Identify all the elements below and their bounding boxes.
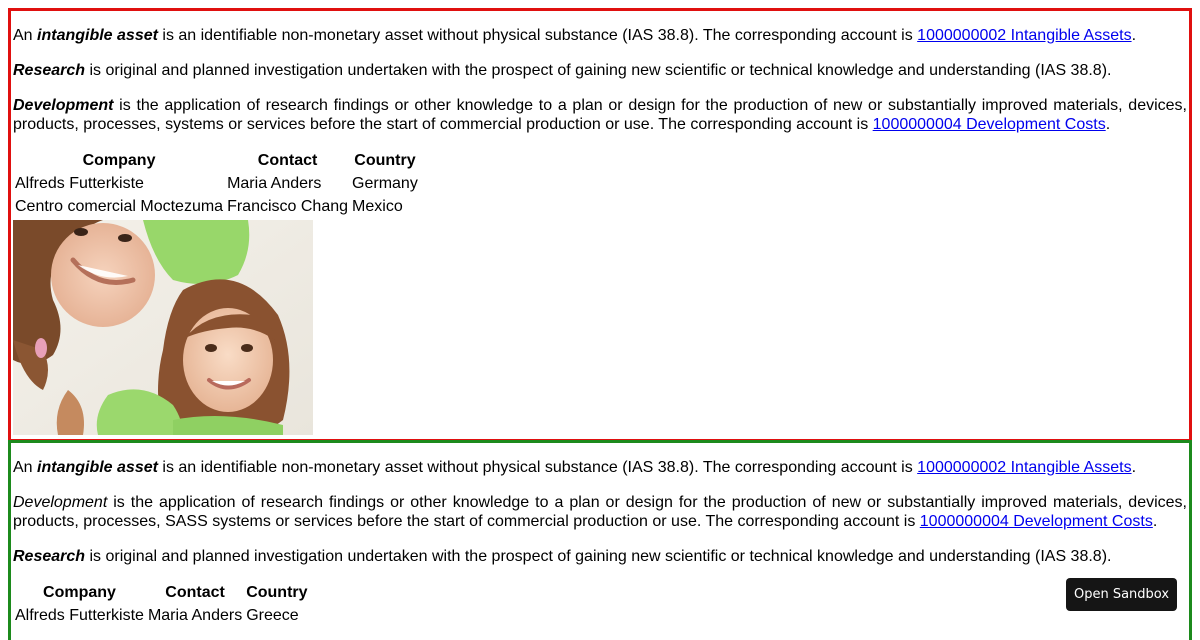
country-cell: Germany <box>352 175 418 192</box>
development-paragraph: Development is the application of research findings or other knowledge to a plan or design for the production of new or substantially improved materials, devices, products, processes, SASS systems or services before the start of commercial production or use. The corresponding account is 1000000004 Development Costs. <box>13 494 1187 530</box>
company-header: Company <box>43 584 116 601</box>
country-cell: Greece <box>246 607 299 624</box>
modified-panel <box>8 440 1192 640</box>
table-header-row <box>14 150 419 171</box>
intangible-assets-link[interactable]: 1000000002 Intangible Assets <box>917 27 1132 44</box>
company-cell: Centro comercial Moctezuma <box>15 198 224 215</box>
development-costs-link[interactable]: 1000000004 Development Costs <box>872 116 1106 133</box>
contact-header: Contact <box>165 584 225 601</box>
intangible-asset-term: intangible asset <box>37 459 158 476</box>
customers-table <box>12 580 311 628</box>
research-paragraph: Research is original and planned investigation undertaken with the prospect of gaining new scientific or technical knowledge and understanding (IAS 38.8). <box>13 62 1112 79</box>
development-costs-link[interactable]: 1000000004 Development Costs <box>919 513 1153 530</box>
company-header: Company <box>82 152 156 169</box>
development-term: Development <box>13 494 108 511</box>
company-cell: Alfreds Futterkiste <box>15 607 144 624</box>
development-term: Development <box>13 97 114 114</box>
contact-cell: Francisco Chang <box>227 198 349 215</box>
country-header: Country <box>354 152 416 169</box>
table-row <box>14 173 419 194</box>
contact-header: Contact <box>257 152 318 169</box>
research-term: Research <box>13 62 86 79</box>
contact-cell: Maria Anders <box>147 607 243 624</box>
company-cell: Alfreds Futterkiste <box>15 175 144 192</box>
research-paragraph: Research is original and planned investigation undertaken with the prospect of gaining new scientific or technical knowledge and understanding (IAS 38.8). <box>13 548 1112 565</box>
country-cell: Mexico <box>352 198 403 215</box>
intangible-asset-term: intangible asset <box>37 27 158 44</box>
table-header-row <box>14 582 309 603</box>
original-panel <box>8 8 1192 442</box>
customers-table <box>12 148 421 219</box>
open-sandbox-button[interactable]: Open Sandbox <box>1066 578 1177 611</box>
table-row <box>14 196 419 217</box>
research-term: Research <box>13 548 86 565</box>
development-paragraph: Development is the application of research findings or other knowledge to a plan or design for the production of new or substantially improved materials, devices, products, processes, systems or services before the start of commercial production or use. The corresponding account is 1000000004 Development Costs. <box>13 97 1187 133</box>
girls-photo <box>13 220 313 435</box>
contact-cell: Maria Anders <box>227 175 322 192</box>
country-header: Country <box>246 584 308 601</box>
intangible-assets-link[interactable]: 1000000002 Intangible Assets <box>917 459 1132 476</box>
intangible-asset-paragraph: An intangible asset is an identifiable non-monetary asset without physical substance (IAS 38.8). The corresponding account is 1000000002 Intangible Assets. <box>13 459 1137 476</box>
intangible-asset-paragraph: An intangible asset is an identifiable non-monetary asset without physical substance (IAS 38.8). The corresponding account is 1000000002 Intangible Assets. <box>13 27 1137 44</box>
table-row <box>14 605 309 626</box>
